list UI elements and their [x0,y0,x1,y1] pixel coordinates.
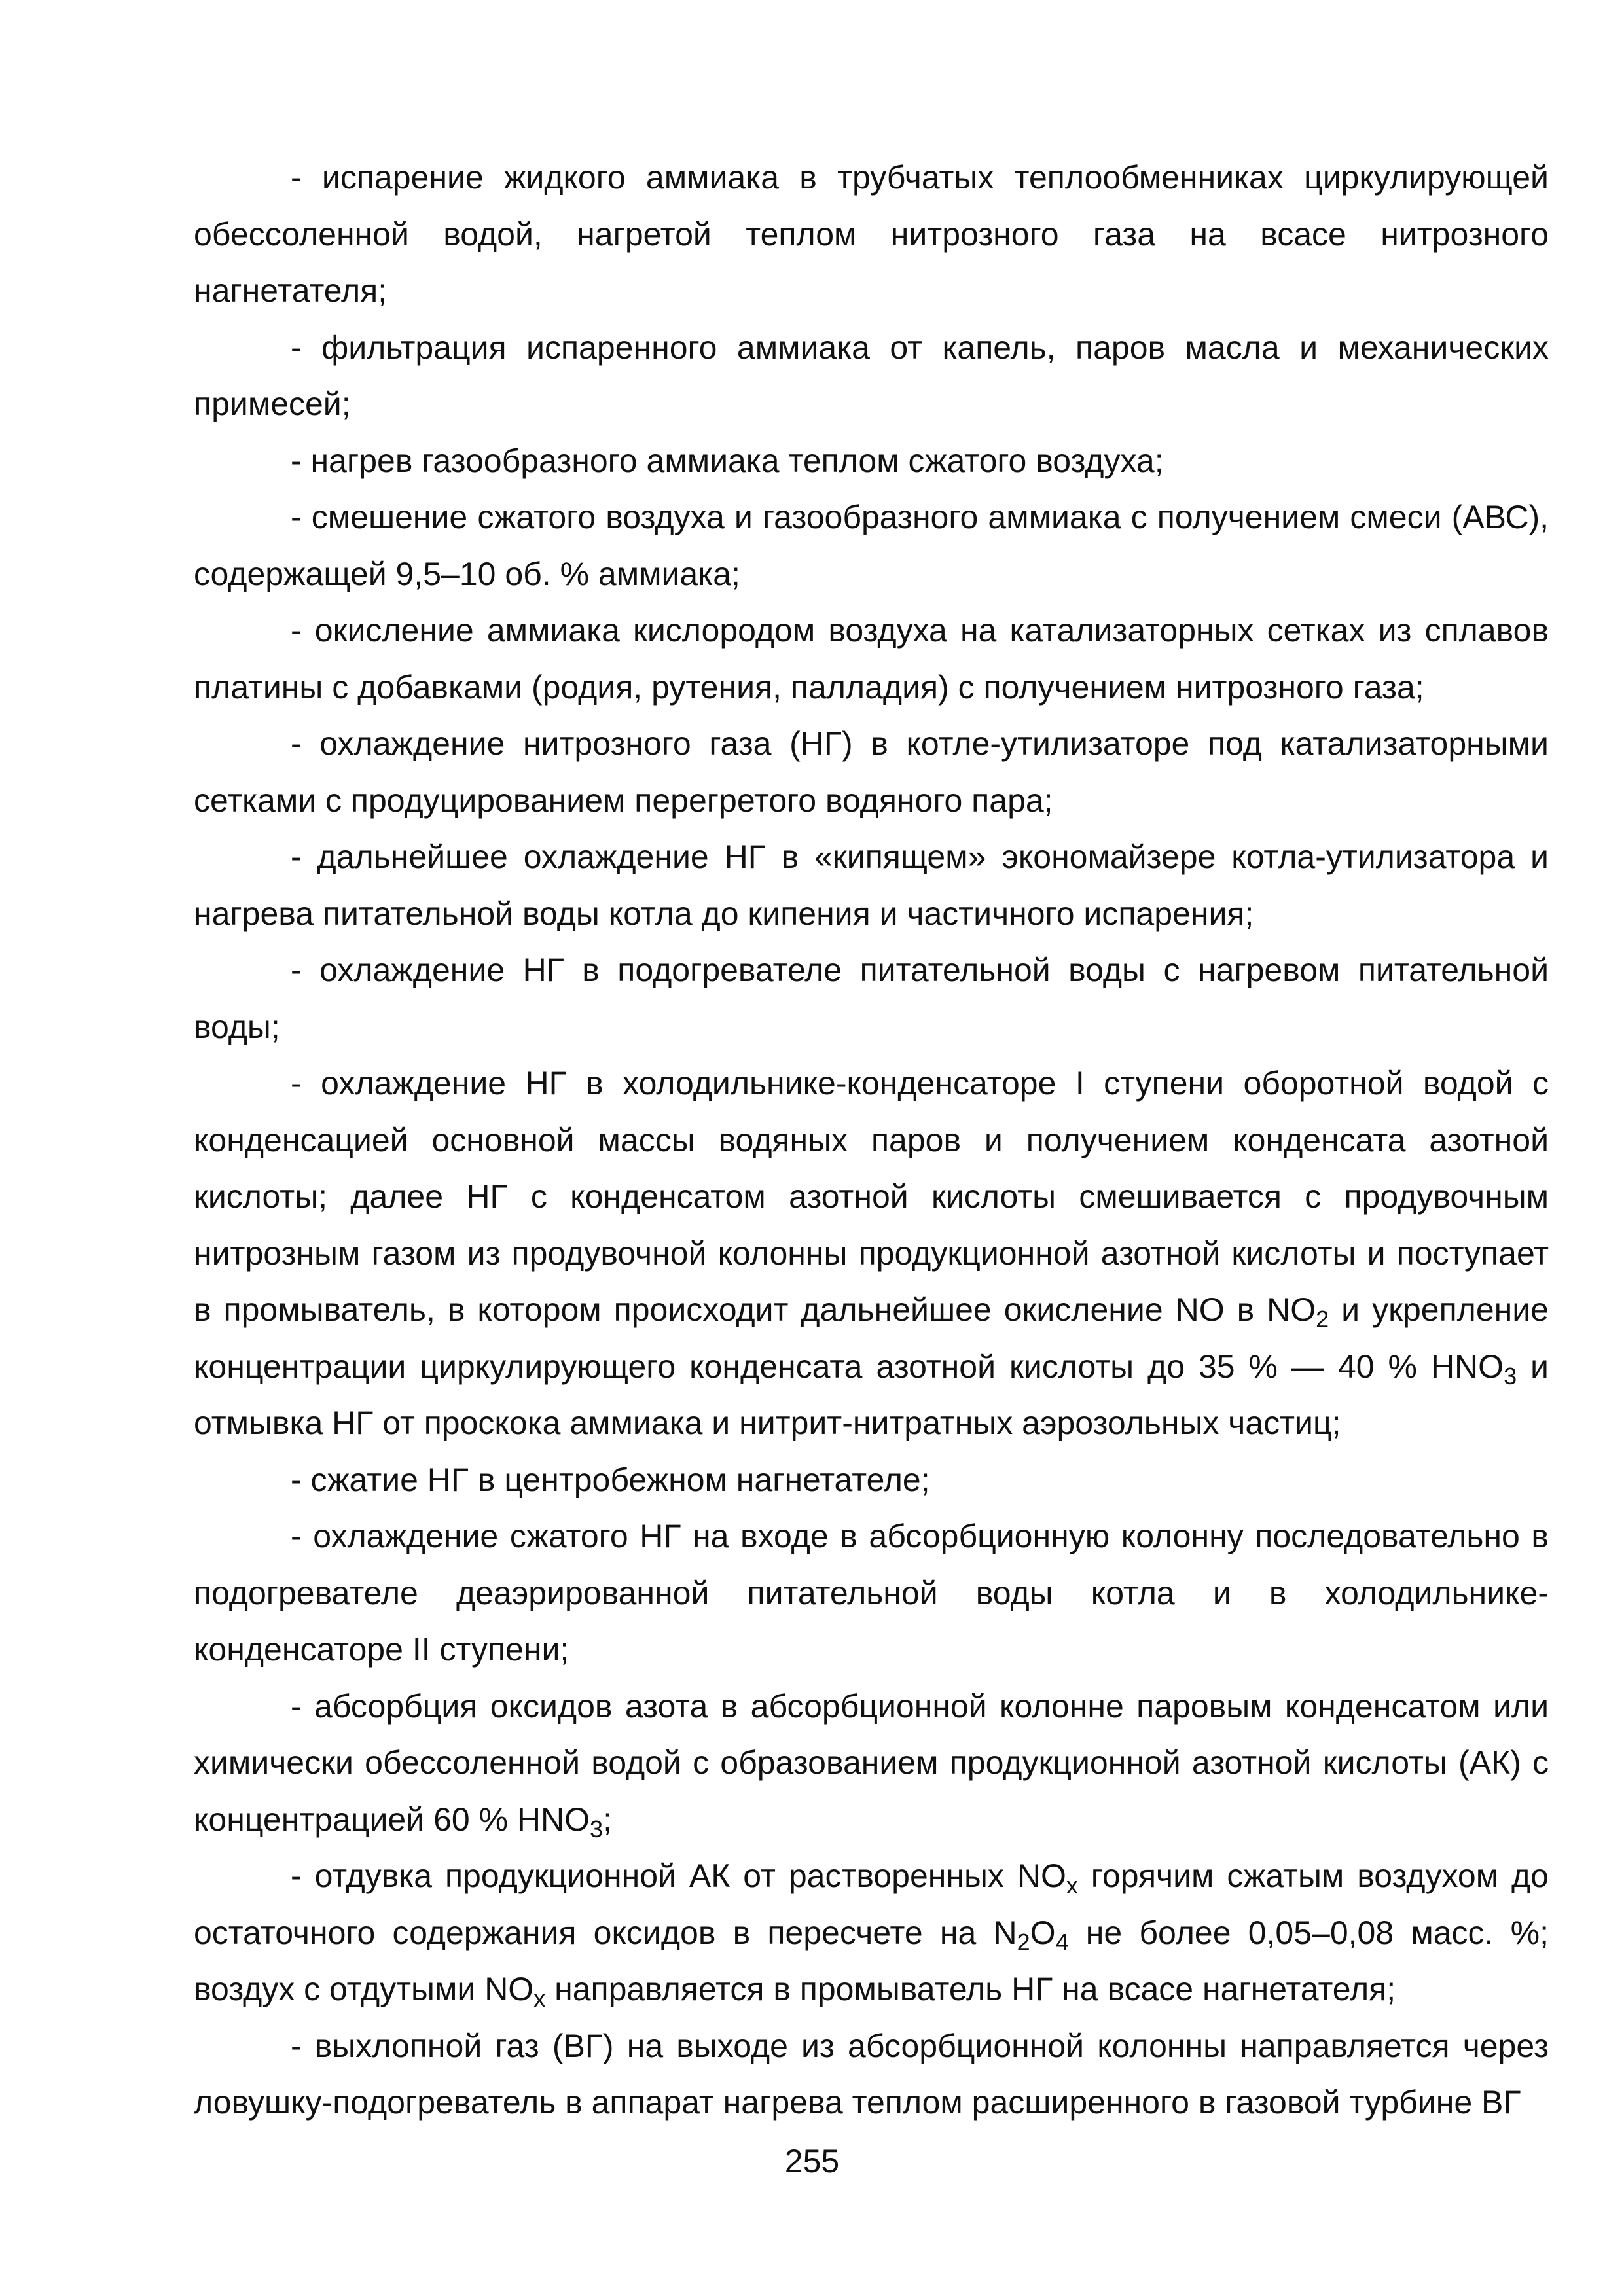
paragraph-2: - фильтрация испаренного аммиака от капель, паров масла и механических примесей; [194,329,1549,422]
paragraph-9: - охлаждение НГ в холодильнике-конденсаторе I ступени оборотной водой с конденсацией основной массы водяных паров и получением конденсата азотной кислоты; далее НГ с конденсатом азотной кислоты смешивается с продувочным нитрозным газом из продувочной колонны продукционной азотной кислоты и поступает в промыватель, в котором происходит дальнейшее окисление NO в $NO_2$ и укрепление концентрации циркулирующего конденсата азотной кислоты до 35 % — 40 % $HNO_3$ и отмывка НГ от проскока аммиака и нитрит-нитратных аэрозольных частиц; [194,1065,1549,1441]
paragraph-7: - дальнейшее охлаждение НГ в «кипящем» экономайзере котла-утилизатора и нагрева питательной воды котла до кипения и частичного испарения; [194,838,1549,932]
paragraph-6: - охлаждение нитрозного газа (НГ) в котле-утилизаторе под катализаторными сетками с продуцированием перегретого водяного пара; [194,725,1549,819]
paragraph-10: - сжатие НГ в центробежном нагнетателе; [291,1461,930,1498]
paragraph-3: - нагрев газообразного аммиака теплом сжатого воздуха; [291,442,1164,479]
paragraph-4: - смешение сжатого воздуха и газообразного аммиака с получением смеси (АВС), содержащей 9,5–10 об. % аммиака; [194,499,1549,592]
paragraph-12: - абсорбция оксидов азота в абсорбционной колонне паровым конденсатом или химически обессоленной водой с образованием продукционной азотной кислоты (АК) с концентрацией 60 % $HNO_3$; [194,1687,1549,1842]
document-body [194,149,1549,2131]
paragraph-5: - окисление аммиака кислородом воздуха на катализаторных сетках из сплавов платины с добавками (родия, рутения, палладия) с получением нитрозного газа; [194,612,1549,706]
page-number: 255 [784,2143,840,2179]
paragraph-14: - выхлопной газ (ВГ) на выходе из абсорбционной колонны направляется через ловушку-подогреватель в аппарат нагрева теплом расширенного в газовой турбине ВГ [194,2027,1549,2121]
paragraph-1: - испарение жидкого аммиака в трубчатых теплообменниках циркулирующей обессоленной водой, нагретой теплом нитрозного газа на всасе нитрозного нагнетателя; [194,159,1549,309]
paragraph-13: - отдувка продукционной АК от растворенных $NO_x$ горячим сжатым воздухом до остаточного содержания оксидов в пересчете на $N_2O_4$ не более 0,05–0,08 масс. %; воздух с отдутыми $NO_x$ направляется в промыватель НГ на всасе нагнетателя; [194,1857,1549,2012]
paragraph-8: - охлаждение НГ в подогревателе питательной воды с нагревом питательной воды; [194,952,1549,1045]
paragraph-11: - охлаждение сжатого НГ на входе в абсорбционную колонну последовательно в подогревателе деаэрированной питательной воды котла и в холодильнике-конденсаторе II ступени; [194,1518,1549,1668]
